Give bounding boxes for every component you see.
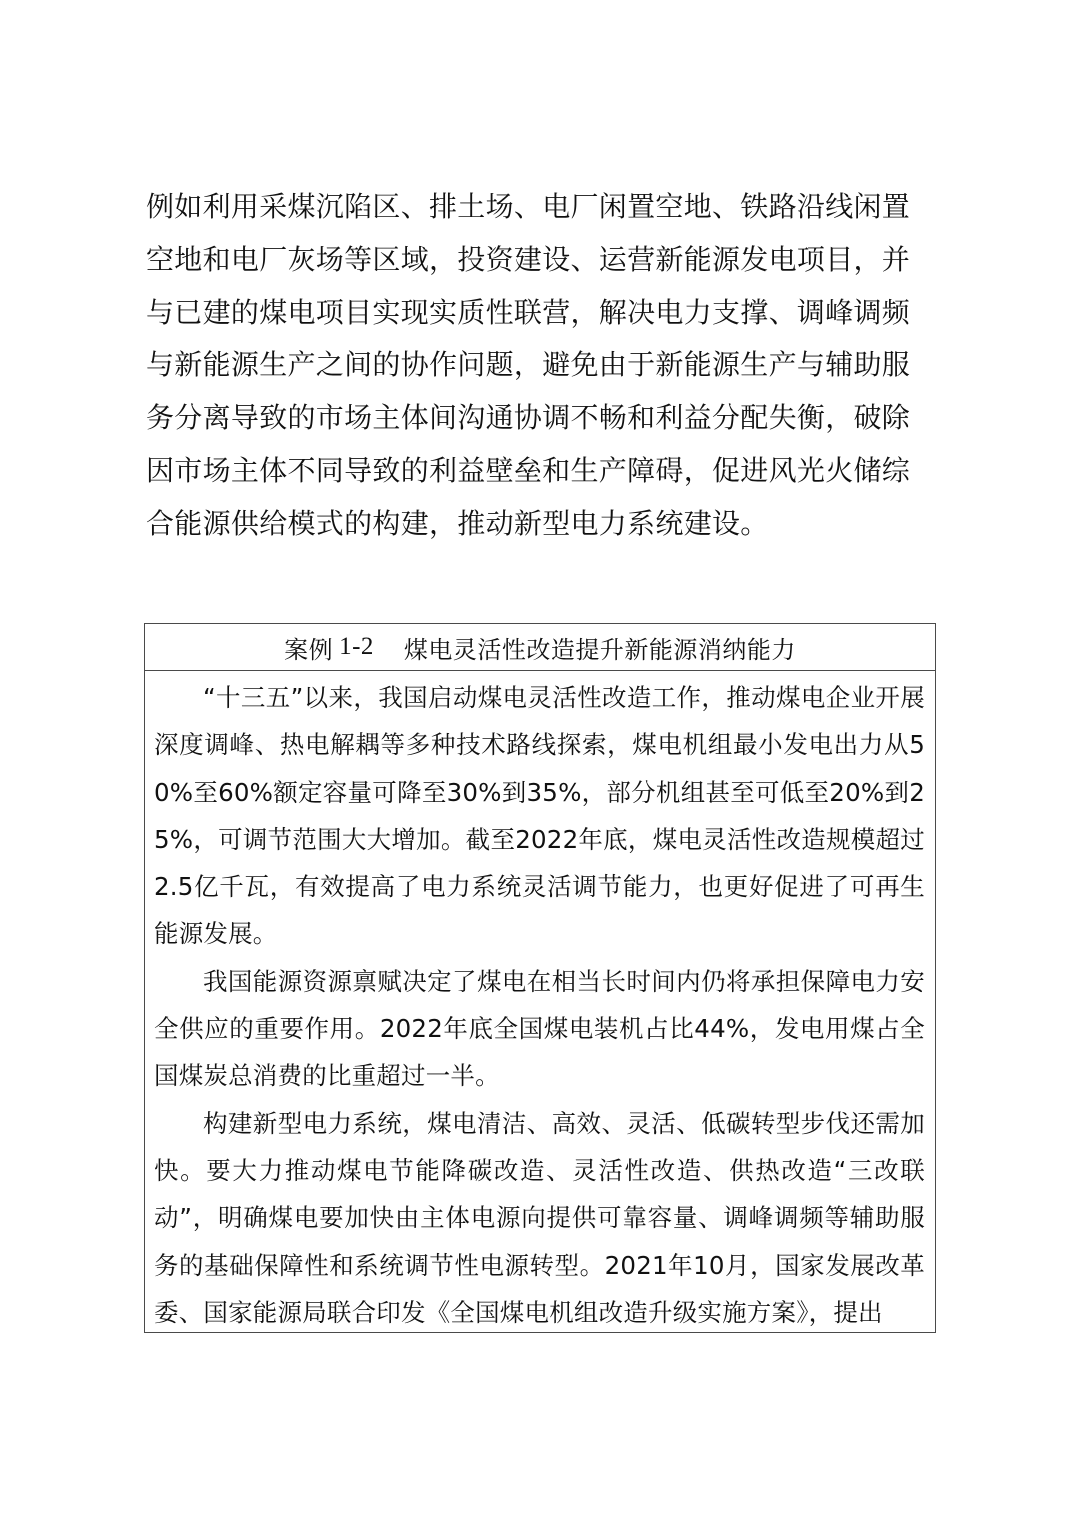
case-paragraph-1: “十三五”以来，我国启动煤电灵活性改造工作，推动煤电企业开展深度调峰、热电解耦等多种技术路线探索，煤电机组最小发电出力从50%至60%额定容量可降至30%到35%，部分机组甚至可低至20%到25%，可调节范围大大增加。截至2022年底，煤电灵活性改造规模超过2.5亿千瓦，有效提高了电力系统灵活调节能力，也更好促进了可再生能源发展。 bbox=[154, 683, 925, 949]
case-box bbox=[144, 623, 936, 1333]
case-body bbox=[145, 671, 935, 1333]
case-number: 1-2 bbox=[339, 633, 374, 660]
case-label: 案例 bbox=[284, 635, 334, 664]
case-title-row bbox=[145, 624, 935, 671]
intro-paragraph: 例如利用采煤沉陷区、排土场、电厂闲置空地、铁路沿线闲置空地和电厂灰场等区域，投资建设、运营新能源发电项目，并与已建的煤电项目实现实质性联营，解决电力支撑、调峰调频与新能源生产之间的协作问题，避免由于新能源生产与辅助服务分离导致的市场主体间沟通协调不畅和利益分配失衡，破除因市场主体不同导致的利益壁垒和生产障碍，促进风光火储综合能源供给模式的构建，推动新型电力系统建设。 bbox=[146, 190, 911, 540]
case-paragraph-3: 构建新型电力系统，煤电清洁、高效、灵活、低碳转型步伐还需加快。要大力推动煤电节能降碳改造、灵活性改造、供热改造“三改联动”，明确煤电要加快由主体电源向提供可靠容量、调峰调频等辅助服务的基础保障性和系统调节性电源转型。2021年10月，国家发展改革委、国家能源局联合印发《全国煤电机组改造升级实施方案》，提出 bbox=[154, 1108, 925, 1327]
case-paragraph-2: 我国能源资源禀赋决定了煤电在相当长时间内仍将承担保障电力安全供应的重要作用。2022年底全国煤电装机占比44%，发电用煤占全国煤炭总消费的比重超过一半。 bbox=[154, 966, 925, 1091]
case-title: 煤电灵活性改造提升新能源消纳能力 bbox=[403, 635, 796, 664]
